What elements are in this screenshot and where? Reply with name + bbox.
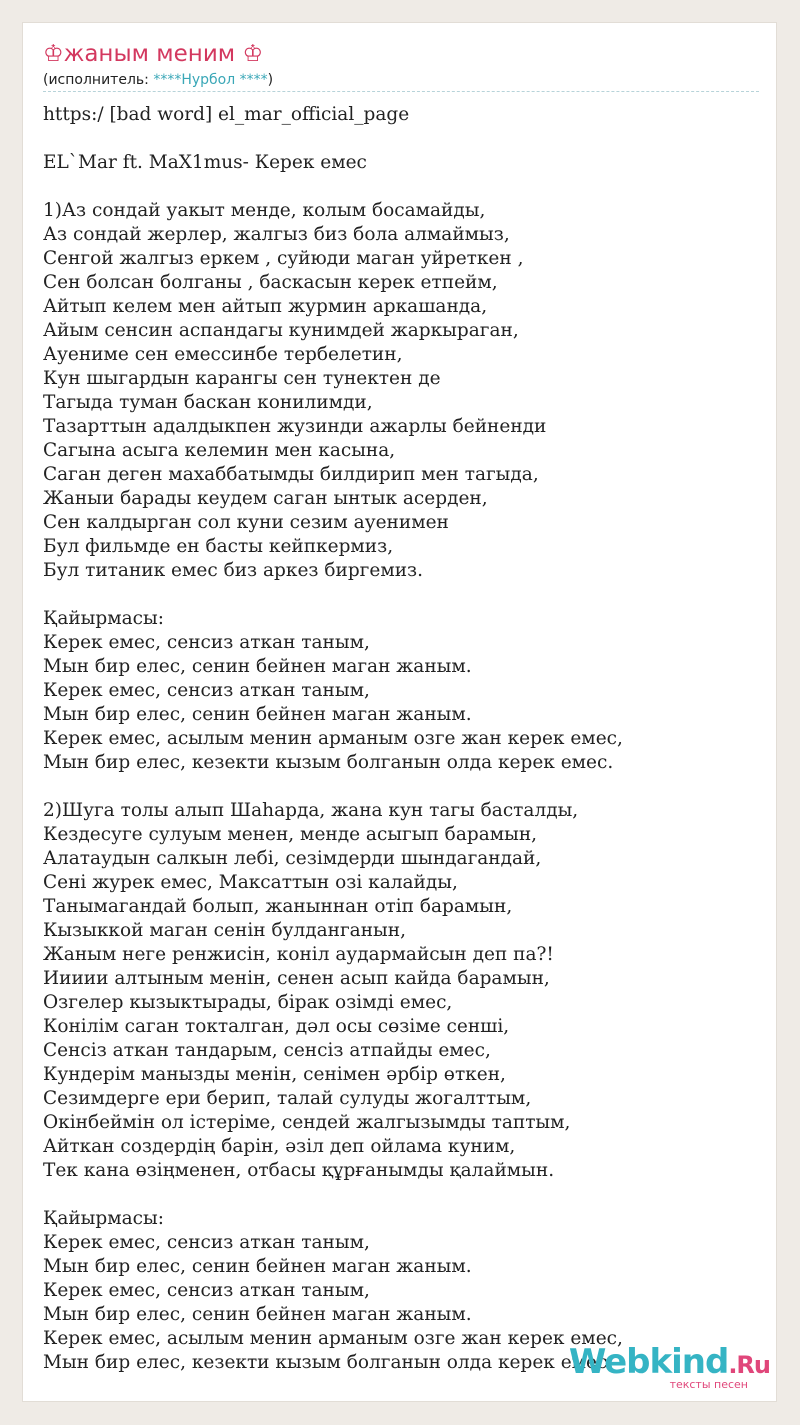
lyrics-line: Кездесуге сулуым менен, менде асыгып барамын, — [43, 824, 538, 845]
lyrics-line: Озгелер кызыктырады, бірак озімді емес, — [43, 992, 453, 1013]
lyrics-line: Айтып келем мен айтып журмин аркашанда, — [43, 296, 488, 317]
watermark-brand: Webkind — [568, 1342, 729, 1382]
title-divider — [43, 91, 759, 92]
performer-suffix: ) — [267, 72, 274, 88]
lyrics-line: Сенсіз аткан тандарым, сенсіз атпайды емес, — [43, 1040, 491, 1061]
lyrics-line: Керек емес, асылым менин арманым озге жан керек емес, — [43, 728, 623, 749]
lyrics-line: Ауениме сен емессинбе тербелетин, — [43, 344, 403, 365]
lyrics-line: EL`Mar ft. MaX1mus- Керек емес — [43, 152, 367, 173]
lyrics-line: Керек емес, асылым менин арманым озге жан керек емес, — [43, 1328, 623, 1349]
song-title: ♔жаным меним ♔ — [43, 41, 264, 67]
lyrics-line: Мын бир елес, сенин бейнен маган жаным. — [43, 656, 472, 677]
lyrics-blank-line — [43, 1183, 763, 1207]
lyrics-line: Тек кана өзіңменен, отбасы құрғанымды қалаймын. — [43, 1160, 555, 1181]
artist-link[interactable]: ****Нурбол **** — [153, 72, 268, 88]
lyrics-line: Мын бир елес, кезекти кызым болганын олда керек емес. — [43, 752, 614, 773]
lyrics-blank-line — [43, 775, 763, 799]
lyrics-line: Сен калдырган сол куни сезим ауенимен — [43, 512, 449, 533]
lyrics-line: Саган деген махаббатымды билдирип мен тагыда, — [43, 464, 539, 485]
lyrics-line: Жаныи барады кеудем саган ынтык асерден, — [43, 488, 488, 509]
site-watermark — [568, 1342, 770, 1391]
lyrics-line: Сенгой жалгыз еркем , суйюди маган уйреткен , — [43, 248, 524, 269]
lyrics-line: Бул титаник емес биз аркез биргемиз. — [43, 560, 424, 581]
lyrics-card — [22, 22, 777, 1402]
performer-line — [43, 72, 273, 88]
lyrics-line: Қайырмасы: — [43, 608, 164, 629]
lyrics-line: Кызыккой маган сенін булданганын, — [43, 920, 406, 941]
lyrics-line: 1)Аз сондай уакыт менде, колым босамайды, — [43, 200, 486, 221]
watermark-tld: .Ru — [728, 1351, 770, 1379]
lyrics-line: Кун шыгардын карангы сен тунектен де — [43, 368, 441, 389]
lyrics-line: Мын бир елес, сенин бейнен маган жаным. — [43, 1304, 472, 1325]
watermark-logo — [568, 1342, 770, 1382]
lyrics-line: Сезимдерге ери берип, талай сулуды жогалттым, — [43, 1088, 532, 1109]
lyrics-line: Керек емес, сенсиз аткан таным, — [43, 632, 370, 653]
lyrics-line: Сагына асыга келемин мен касына, — [43, 440, 396, 461]
lyrics-line: Керек емес, сенсиз аткан таным, — [43, 1232, 370, 1253]
lyrics-line: Керек емес, сенсиз аткан таным, — [43, 680, 370, 701]
lyrics-line: Мын бир елес, сенин бейнен маган жаным. — [43, 1256, 472, 1277]
lyrics-line: Керек емес, сенсиз аткан таным, — [43, 1280, 370, 1301]
lyrics-line: Тазарттын адалдыкпен жузинди ажарлы бейненди — [43, 416, 547, 437]
lyrics-line: Сені журек емес, Максаттын озі калайды, — [43, 872, 458, 893]
lyrics-line: Айткан создердің барін, әзіл деп ойлама куним, — [43, 1136, 516, 1157]
lyrics-blank-line — [43, 583, 763, 607]
lyrics-line: Сен болсан болганы , баскасын керек етпейм, — [43, 272, 498, 293]
lyrics-line: Тагыда туман баскан конилимди, — [43, 392, 373, 413]
lyrics-line: https:/ [bad word] el_mar_official_page — [43, 104, 410, 125]
lyrics-line: Окінбеймін ол істеріме, сендей жалгызымды таптым, — [43, 1112, 571, 1133]
lyrics-line: Жаным неге ренжисін, коніл аудармайсын деп па?! — [43, 944, 554, 965]
lyrics-line: Аз сондай жерлер, жалгыз биз бола алмаймыз, — [43, 224, 510, 245]
lyrics-line: Конілім саган токталган, дәл осы сөзіме сенші, — [43, 1016, 510, 1037]
lyrics-line: 2)Шуга толы алып Шаhарда, жана кун тагы басталды, — [43, 800, 579, 821]
lyrics-blank-line — [43, 175, 763, 199]
lyrics-blank-line — [43, 127, 763, 151]
lyrics-line: Танымагандай болып, жаныннан отіп барамын, — [43, 896, 513, 917]
lyrics-line: Кундерім манызды менін, сенімен әрбір өткен, — [43, 1064, 506, 1085]
performer-prefix: (исполнитель: — [43, 72, 154, 88]
lyrics-line: Қайырмасы: — [43, 1208, 164, 1229]
lyrics-line: Мын бир елес, сенин бейнен маган жаным. — [43, 704, 472, 725]
lyrics-line: Айым сенсин аспандагы кунимдей жаркыраган, — [43, 320, 519, 341]
lyrics-line: Иииии алтыным менін, сенен асып кайда барамын, — [43, 968, 550, 989]
lyrics-line: Алатаудын салкын лебі, сезімдерди шындагандай, — [43, 848, 542, 869]
lyrics-text — [43, 103, 763, 1375]
watermark-tagline: тексты песен — [669, 1378, 748, 1391]
lyrics-line: Бул фильмде ен басты кейпкермиз, — [43, 536, 394, 557]
lyrics-line: Мын бир елес, кезекти кызым болганын олда керек емес. — [43, 1352, 614, 1373]
